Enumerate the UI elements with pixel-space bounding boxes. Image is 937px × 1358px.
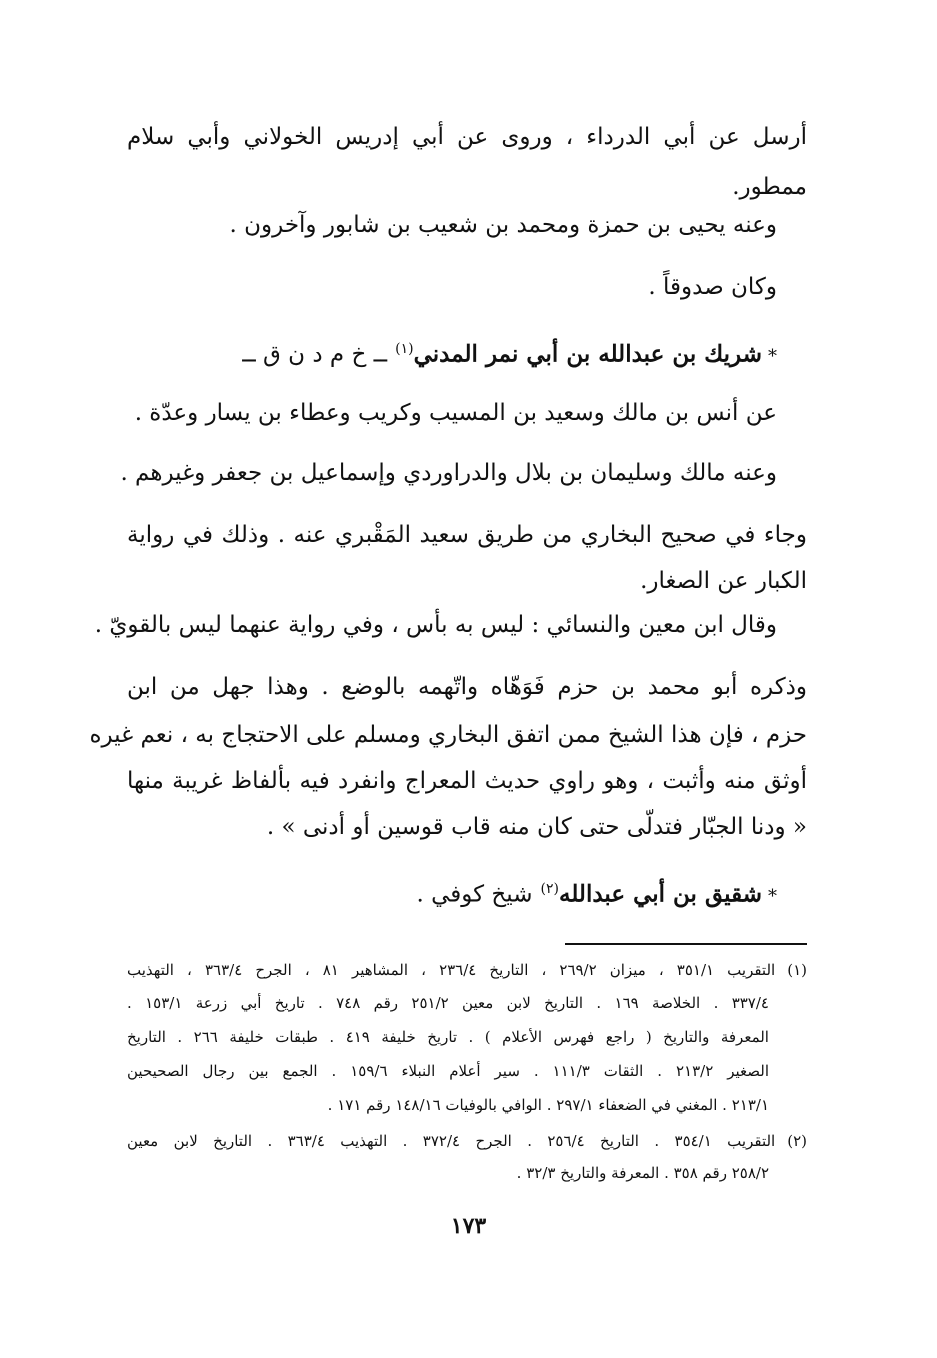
star-icon: * [768, 885, 777, 907]
footnote-divider [565, 943, 807, 945]
footnote-line: ٢٥٨/٢ رقم ٣٥٨ . المعرفة والتاريخ ٣٢/٣ . [516, 1164, 769, 1182]
entry-heading [97, 334, 777, 372]
body-line: أوثق منه وأثبت ، وهو راوي حديث المعراج وانفرد فيه بألفاظ غريبة منها [127, 768, 807, 794]
body-line: وعنه يحيى بن حمزة ومحمد بن شعيب بن شابور وآخرون . [229, 212, 777, 238]
body-line: أرسل عن أبي الدرداء ، وروى عن أبي إدريس الخولاني وأبي سلام [127, 124, 807, 150]
footnote-line [127, 1131, 807, 1151]
body-line: وعنه مالك وسليمان بن بلال والدراوردي وإسماعيل بن جعفر وغيرهم . [120, 460, 777, 486]
body-line: حزم ، فإن هذا الشيخ ممن اتفق البخاري ومسلم على الاحتجاج به ، نعم غيره [89, 722, 807, 748]
footnote-number: (١) [787, 961, 807, 979]
footnote-text: التقريب ٣٥١/١ ، ميزان ٢٦٩/٢ ، التاريخ ٢٣٦/٤ ، المشاهير ٨١ ، الجرح ٣٦٣/٤ ، التهذيب [127, 961, 776, 979]
entry-name: شقيق بن أبي عبدالله [558, 880, 762, 908]
footnote-line: ٣٣٧/٤ . الخلاصة ١٦٩ . التاريخ لابن معين ٢٥١/٢ رقم ٧٤٨ . تاريخ أبي زرعة ١٥٣/١ . [127, 994, 769, 1012]
body-line: ممطور. [732, 174, 807, 200]
entry-desc: شيخ كوفي . [416, 881, 533, 908]
entry-codes: ــ خ م د ن ق ــ [242, 341, 388, 368]
footnote-ref: (٢) [540, 881, 559, 897]
body-line: وقال ابن معين والنسائي : ليس به بأس ، وفي رواية عنهما ليس بالقويّ . [94, 612, 777, 638]
footnote-line: الصغير ٢١٣/٢ . الثقات ١١١/٣ . سير أعلام النبلاء ١٥٩/٦ . الجمع بين رجال الصحيحين [127, 1062, 769, 1080]
body-line: « ودنا الجبّار فتدلّى حتى كان منه قاب قوسين أو أدنى » . [266, 814, 807, 840]
footnote-number: (٢) [787, 1132, 807, 1150]
body-line: وكان صدوقاً . [648, 274, 777, 300]
footnote-line: ٢١٣/١ . المغني في الضعفاء ٢٩٧/١ . الوافي بالوفيات ١٤٨/١٦ رقم ١٧١ . [327, 1096, 769, 1114]
star-icon: * [768, 345, 777, 367]
page-number: ١٧٣ [450, 1213, 487, 1239]
footnote-ref: (١) [395, 341, 414, 357]
entry-name: شريك بن عبدالله بن أبي نمر المدني [413, 340, 762, 368]
body-line: وذكره أبو محمد بن حزم فَوَهّاه واتّهمه بالوضع . وهذا جهل من ابن [127, 674, 807, 700]
body-line: عن أنس بن مالك وسعيد بن المسيب وكريب وعطاء بن يسار وعدّة . [134, 400, 777, 426]
entry-heading [97, 874, 777, 912]
body-line: الكبار عن الصغار. [640, 568, 807, 594]
footnote-text: التقريب ٣٥٤/١ . التاريخ ٢٥٦/٤ . الجرح ٣٧٢/٤ . التهذيب ٣٦٣/٤ . التاريخ لابن معين [127, 1132, 776, 1150]
body-line: وجاء في صحيح البخاري من طريق سعيد المَقْبري عنه . وذلك في رواية [127, 522, 807, 548]
footnote-line [127, 960, 807, 980]
footnote-line: المعرفة والتاريخ ( راجع فهرس الأعلام ) . تاريخ خليفة ٤١٩ . طبقات خليفة ٢٦٦ . التاريخ [127, 1028, 769, 1046]
